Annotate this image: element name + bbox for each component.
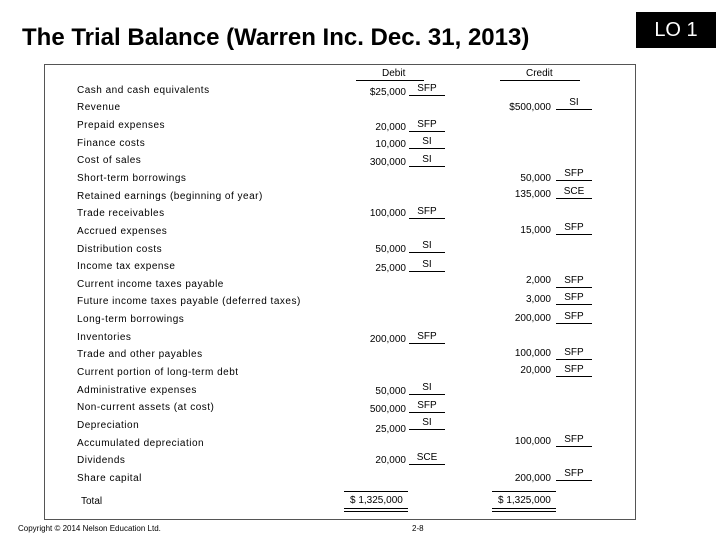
lo-badge: LO 1 (636, 12, 716, 48)
debit-amount: $25,000 (369, 87, 406, 98)
debit-amount: 20,000 (375, 455, 406, 466)
debit-amount: 50,000 (375, 386, 406, 397)
credit-amount: 2,000 (525, 275, 551, 286)
statement-tag: SI (409, 154, 445, 167)
statement-tag: SI (409, 240, 445, 253)
credit-amount: 200,000 (514, 473, 551, 484)
statement-tag: SFP (556, 311, 592, 324)
statement-tag: SI (556, 97, 592, 110)
account-name: Cost of sales (77, 155, 142, 166)
statement-tag: SFP (556, 364, 592, 377)
account-name: Share capital (77, 473, 142, 484)
credit-amount: $500,000 (509, 102, 551, 113)
statement-tag: SFP (409, 206, 445, 219)
account-name: Cash and cash equivalents (77, 85, 210, 96)
statement-tag: SFP (556, 347, 592, 360)
debit-amount: 20,000 (375, 122, 406, 133)
account-name: Short-term borrowings (77, 173, 187, 184)
account-name: Trade receivables (77, 208, 165, 219)
account-name: Distribution costs (77, 244, 163, 255)
credit-total-double-rule-1 (492, 508, 556, 509)
total-debit-amount: $ 1,325,000 (350, 495, 403, 506)
debit-amount: 10,000 (375, 139, 406, 150)
credit-amount: 3,000 (525, 294, 551, 305)
statement-tag: SFP (556, 434, 592, 447)
account-name: Retained earnings (beginning of year) (77, 191, 263, 202)
account-name: Administrative expenses (77, 385, 197, 396)
credit-amount: 50,000 (520, 173, 551, 184)
account-name: Inventories (77, 332, 132, 343)
page-number: 2-8 (412, 524, 424, 533)
debit-amount: 100,000 (369, 208, 406, 219)
statement-tag: SI (409, 382, 445, 395)
account-name: Current portion of long-term debt (77, 367, 239, 378)
trial-balance-frame (44, 64, 636, 520)
statement-tag: SCE (556, 186, 592, 199)
credit-amount: 100,000 (514, 348, 551, 359)
statement-tag: SI (409, 417, 445, 430)
debit-amount: 50,000 (375, 244, 406, 255)
statement-tag: SFP (556, 222, 592, 235)
credit-amount: 135,000 (514, 189, 551, 200)
debit-amount: 500,000 (369, 404, 406, 415)
credit-total-top-rule (492, 491, 556, 492)
debit-total-double-rule-1 (344, 508, 408, 509)
debit-amount: 200,000 (369, 334, 406, 345)
debit-amount: 25,000 (375, 424, 406, 435)
debit-total-double-rule-2 (344, 511, 408, 512)
credit-amount: 100,000 (514, 436, 551, 447)
account-name: Depreciation (77, 420, 140, 431)
statement-tag: SCE (409, 452, 445, 465)
credit-amount: 200,000 (514, 313, 551, 324)
copyright-notice: Copyright © 2014 Nelson Education Ltd. (18, 524, 161, 533)
statement-tag: SFP (409, 331, 445, 344)
account-name: Trade and other payables (77, 349, 203, 360)
account-name: Current income taxes payable (77, 279, 224, 290)
debit-total-top-rule (344, 491, 408, 492)
account-name: Revenue (77, 102, 121, 113)
page-title: The Trial Balance (Warren Inc. Dec. 31, 2013) (22, 24, 530, 51)
account-name: Non-current assets (at cost) (77, 402, 215, 413)
statement-tag: SFP (409, 400, 445, 413)
statement-tag: SI (409, 259, 445, 272)
account-name: Long-term borrowings (77, 314, 185, 325)
account-name: Dividends (77, 455, 126, 466)
account-name: Future income taxes payable (deferred taxes) (77, 296, 301, 307)
statement-tag: SFP (409, 83, 445, 96)
account-name: Prepaid expenses (77, 120, 166, 131)
debit-amount: 25,000 (375, 263, 406, 274)
credit-header-rule (500, 80, 580, 81)
credit-amount: 20,000 (520, 365, 551, 376)
credit-column-header: Credit (526, 68, 553, 79)
statement-tag: SFP (556, 468, 592, 481)
statement-tag: SI (409, 136, 445, 149)
statement-tag: SFP (556, 168, 592, 181)
debit-amount: 300,000 (369, 157, 406, 168)
account-name: Accrued expenses (77, 226, 168, 237)
credit-total-double-rule-2 (492, 511, 556, 512)
credit-amount: 15,000 (520, 225, 551, 236)
account-name: Finance costs (77, 138, 146, 149)
statement-tag: SFP (556, 292, 592, 305)
total-label: Total (81, 496, 103, 507)
statement-tag: SFP (409, 119, 445, 132)
total-credit-amount: $ 1,325,000 (498, 495, 551, 506)
account-name: Accumulated depreciation (77, 438, 205, 449)
debit-header-rule (356, 80, 424, 81)
statement-tag: SFP (556, 275, 592, 288)
account-name: Income tax expense (77, 261, 176, 272)
debit-column-header: Debit (382, 68, 406, 79)
